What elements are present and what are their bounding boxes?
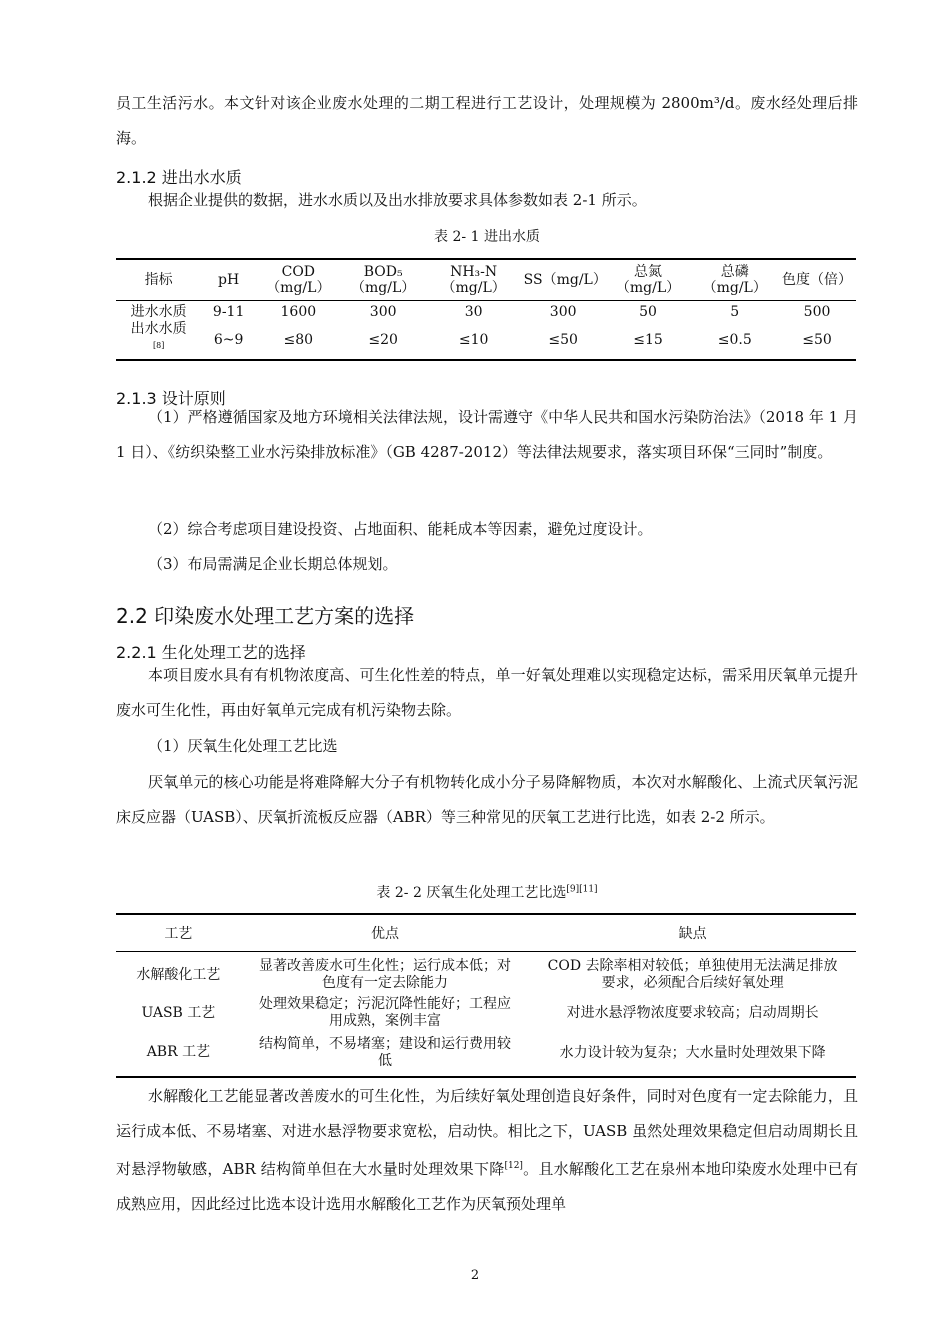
table-cell: 50 xyxy=(639,304,657,320)
table-cell: 5 xyxy=(730,304,740,320)
table-cell: ≤10 xyxy=(458,331,489,348)
table-row xyxy=(116,301,856,322)
table-cell: ≤50 xyxy=(548,331,578,348)
table-cell: 300 xyxy=(549,304,577,320)
heading-2-1-2: 2.1.2 进出水水质 xyxy=(116,168,242,187)
table-cell: 6~9 xyxy=(213,331,244,348)
table-cell: ≤20 xyxy=(368,331,398,348)
table-cell: 9-11 xyxy=(212,304,245,320)
row-label: 出水水质 xyxy=(130,321,187,337)
table-cell: ABR 工艺 xyxy=(146,1043,211,1060)
table-cell: 1600 xyxy=(280,304,317,320)
table1-header-cell: 总氮（mg/L） xyxy=(605,259,692,301)
table1-header-cell: COD（mg/L） xyxy=(256,259,341,301)
table-cell: 300 xyxy=(369,304,397,320)
table-cell: 水力设计较为复杂；大水量时处理效果下降 xyxy=(559,1044,826,1061)
table2-caption xyxy=(116,882,858,902)
citation-ref: [8] xyxy=(153,341,165,350)
table2-header-cell: 工艺 xyxy=(116,914,241,952)
table-cell: 进水水质 xyxy=(130,304,187,320)
conclusion-text-b: 。且水解酸化工艺在泉州本地印染废水处理中已有成熟应用，因此经过比选本设计选用水解酸化工艺作为厌氧预处理单 xyxy=(116,1160,858,1213)
table1-caption: 表 2- 1 进出水质 xyxy=(434,229,540,245)
paragraph-2-1-3-2: （2）综合考虑项目建设投资、占地面积、能耗成本等因素，避免过度设计。 xyxy=(148,520,653,538)
table-cell: 水解酸化工艺 xyxy=(136,966,221,983)
table-cell: 显著改善废水可生化性；运行成本低；对色度有一定去除能力 xyxy=(259,958,511,991)
paragraph-2-1-3-3: （3）布局需满足企业长期总体规划。 xyxy=(148,555,398,573)
table1-header-cell: 总磷（mg/L） xyxy=(691,259,778,301)
table1-header-row xyxy=(116,259,856,301)
heading-2-2: 2.2 印染废水处理工艺方案的选择 xyxy=(116,604,415,628)
table-cell: 结构简单，不易堵塞；建设和运行费用较低 xyxy=(259,1036,511,1069)
paragraph-2-2-1-subheading: （1）厌氧生化处理工艺比选 xyxy=(148,737,338,755)
table1-header-cell: NH₃-N（mg/L） xyxy=(426,259,522,301)
table-cell xyxy=(116,321,201,360)
anaerobic-process-table xyxy=(116,913,856,1078)
water-quality-table xyxy=(116,258,856,361)
table1-header-cell: 色度（倍） xyxy=(778,259,856,301)
page-number: 2 xyxy=(470,1268,480,1283)
table-cell: ≤15 xyxy=(633,331,663,348)
paragraph-2-1-3-1: （1）严格遵循国家及地方环境相关法律法规，设计需遵守《中华人民共和国水污染防治法》（2018 年 1 月 1 日）、《纺织染整工业水污染排放标准》（GB 4287-2012）等法律法规要求，落实项目环保“三同时”制度。 xyxy=(116,408,858,461)
table2-header-cell: 优点 xyxy=(241,914,529,952)
citation-ref: [12] xyxy=(504,1161,523,1171)
table-cell: 对进水悬浮物浓度要求较高；启动周期长 xyxy=(566,1004,819,1021)
table-row xyxy=(116,994,856,1032)
table-cell: 30 xyxy=(464,304,483,320)
table2-header-row xyxy=(116,914,856,952)
table-cell: 处理效果稳定；污泥沉降性能好；工程应用成熟，案例丰富 xyxy=(259,996,511,1029)
table-cell: ≤0.5 xyxy=(717,331,752,348)
table-row xyxy=(116,1032,856,1077)
table1-header-cell: SS（mg/L） xyxy=(522,259,605,301)
table-cell: 500 xyxy=(803,304,831,320)
citation-ref: [9][11] xyxy=(566,884,598,895)
table-cell: UASB 工艺 xyxy=(141,1004,216,1021)
paragraph-2-2-1-2: 厌氧单元的核心功能是将难降解大分子有机物转化成小分子易降解物质，本次对水解酸化、上流式厌氧污泥床反应器（UASB）、厌氧折流板反应器（ABR）等三种常见的厌氧工艺进行比选，如表 2-2 所示。 xyxy=(116,773,858,826)
conclusion-text-a: 水解酸化工艺能显著改善废水的可生化性，为后续好氧处理创造良好条件，同时对色度有一定去除能力，且运行成本低、不易堵塞、对进水悬浮物要求宽松，启动快。相比之下，UASB 虽然处理效果稳定但启动周期长且对悬浮物敏感，ABR 结构简单但在大水量时处理效果下降 xyxy=(116,1087,858,1178)
paragraph-2-1-2: 根据企业提供的数据，进水水质以及出水排放要求具体参数如表 2-1 所示。 xyxy=(148,191,647,209)
paragraph-2-2-1: 本项目废水具有有机物浓度高、可生化性差的特点，单一好氧处理难以实现稳定达标，需采用厌氧单元提升废水可生化性，再由好氧单元完成有机污染物去除。 xyxy=(116,666,858,719)
intro-paragraph: 员工生活污水。本文针对该企业废水处理的二期工程进行工艺设计，处理规模为 2800m³/d。废水经处理后排海。 xyxy=(116,94,858,147)
table1-header-cell: 指标 xyxy=(116,259,201,301)
table-row xyxy=(116,952,856,995)
table2-caption-text: 表 2- 2 厌氧生化处理工艺比选 xyxy=(376,885,567,901)
table-cell: COD 去除率相对较低；单独使用无法满足排放要求，必须配合后续好氧处理 xyxy=(547,958,838,991)
table2-header-cell: 缺点 xyxy=(529,914,856,952)
table-cell: ≤50 xyxy=(802,331,832,348)
table1-header-cell: pH xyxy=(201,259,256,301)
table1-header-cell: BOD₅（mg/L） xyxy=(341,259,426,301)
paragraph-conclusion xyxy=(116,1079,858,1222)
table-row xyxy=(116,321,856,360)
table-cell: ≤80 xyxy=(283,331,314,348)
heading-2-2-1: 2.2.1 生化处理工艺的选择 xyxy=(116,643,306,662)
heading-2-1-3: 2.1.3 设计原则 xyxy=(116,389,226,408)
